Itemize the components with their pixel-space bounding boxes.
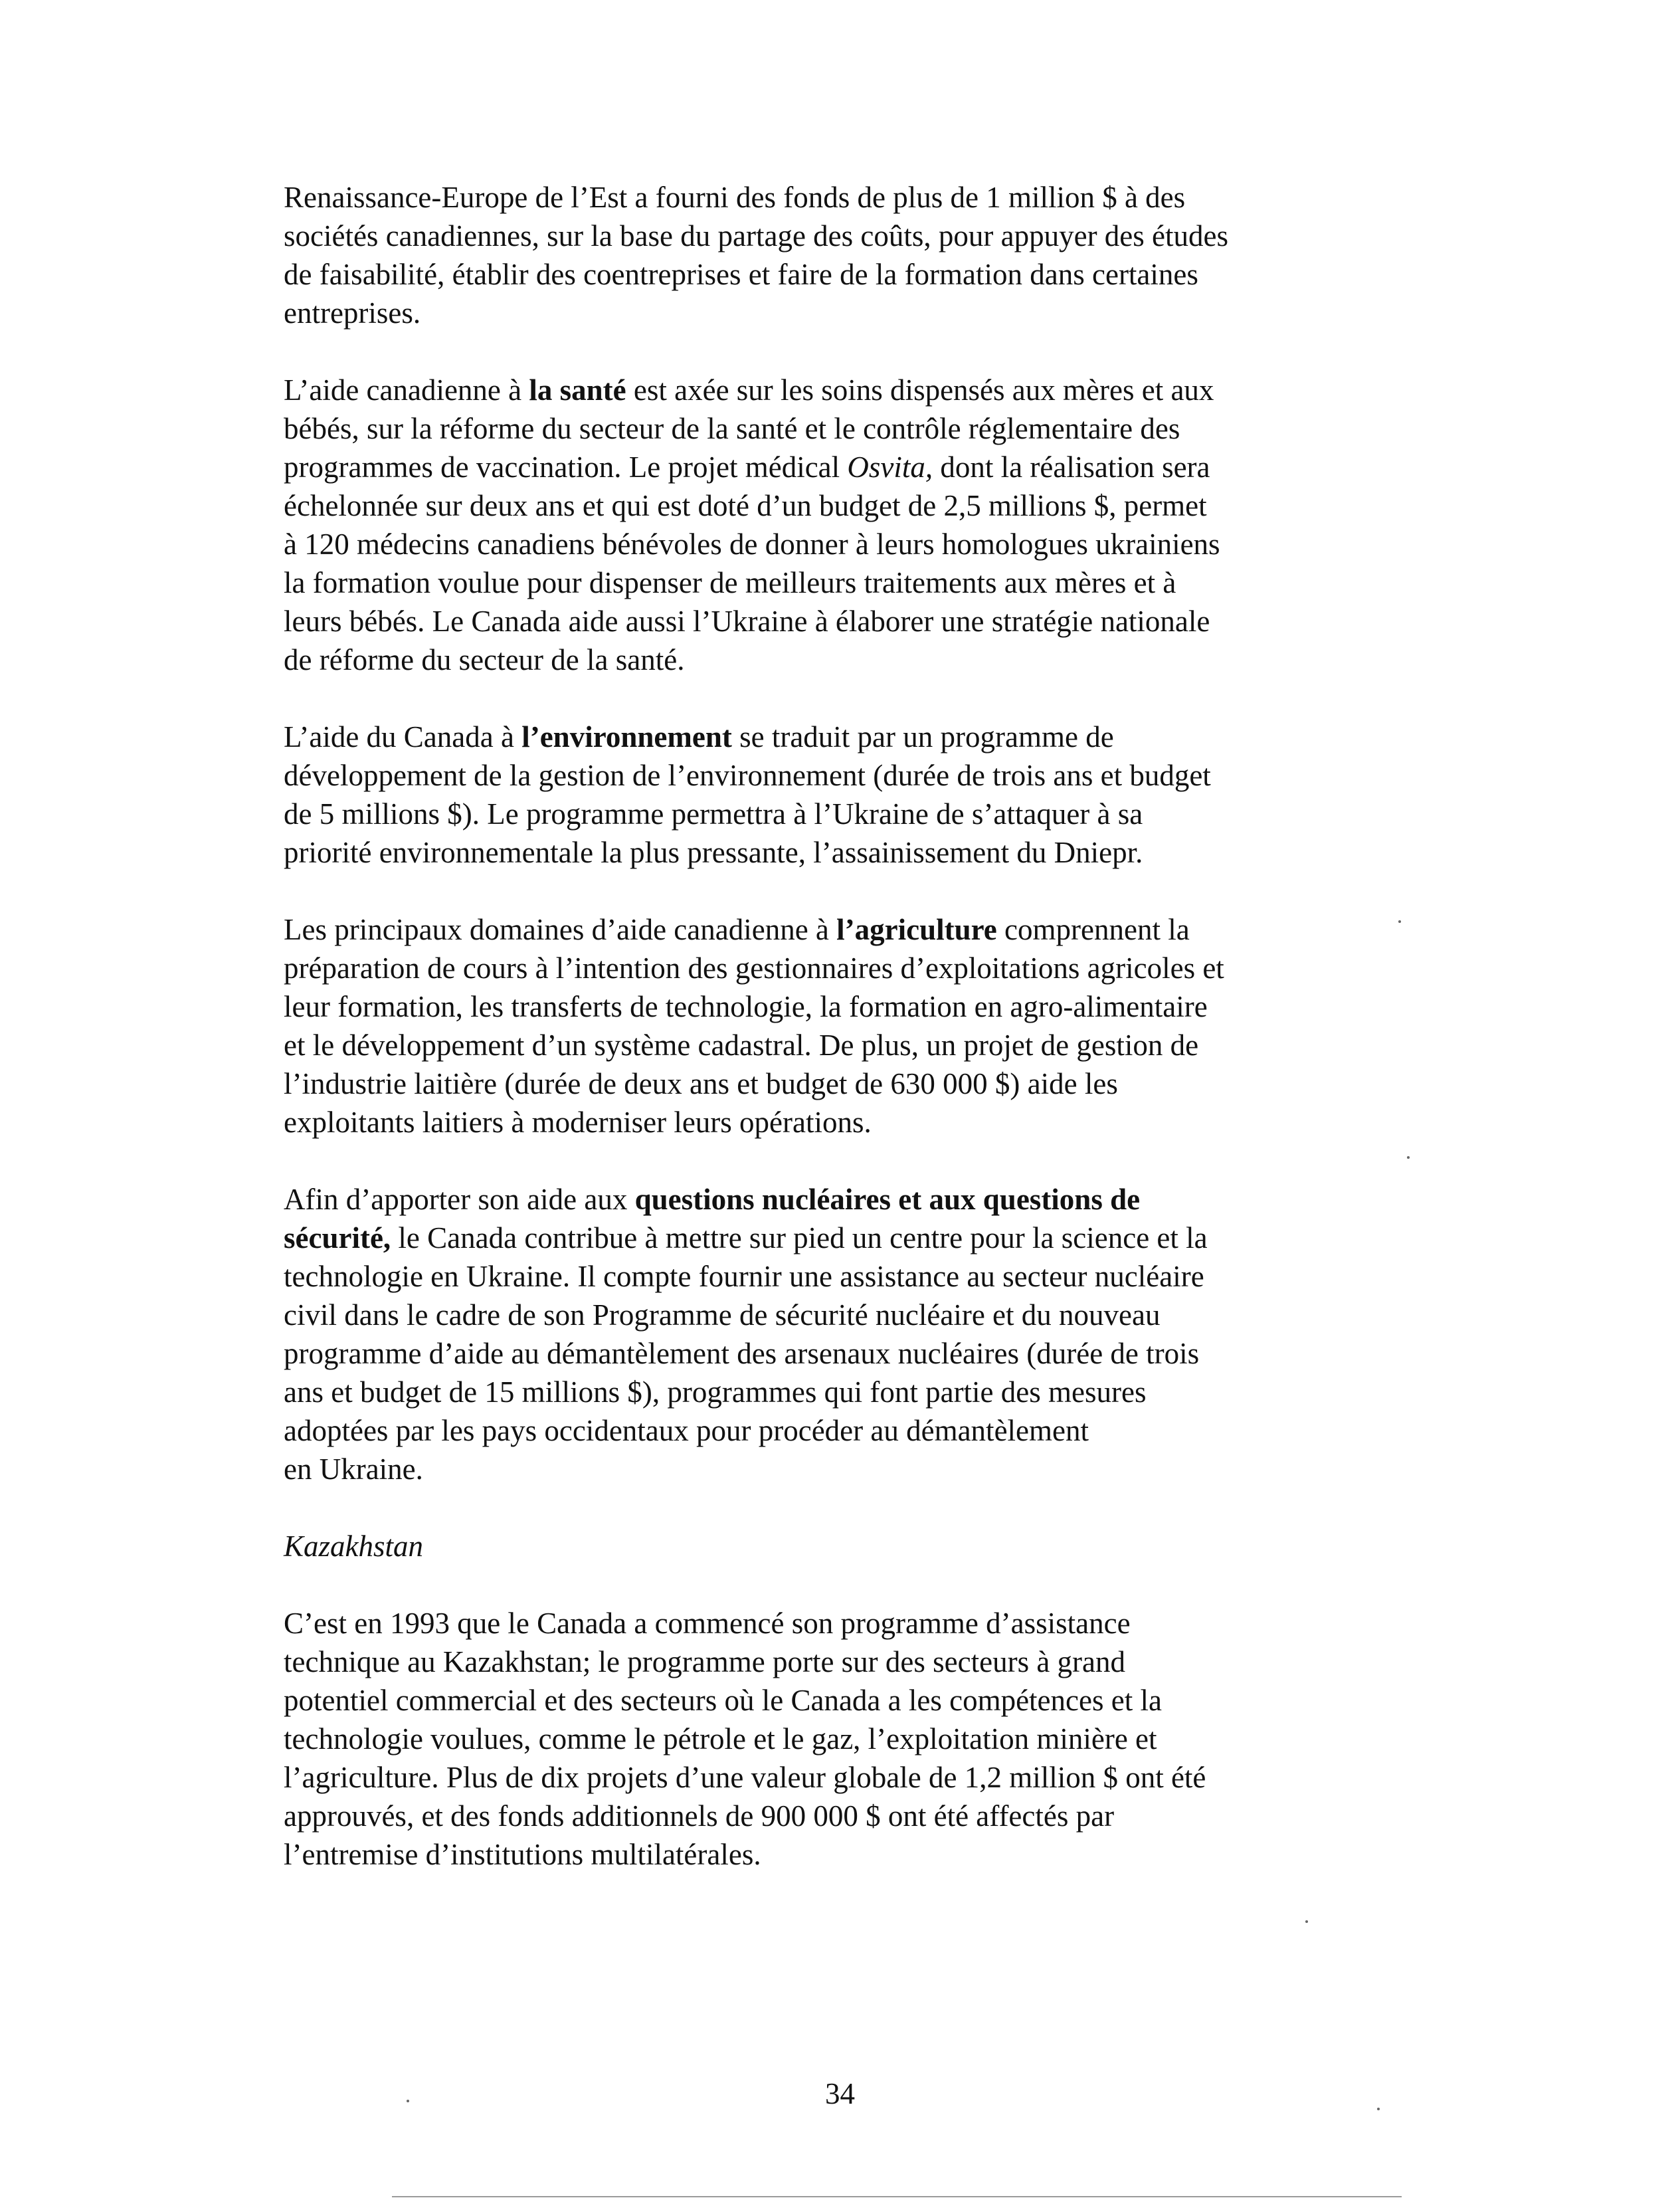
text-run: technologie en Ukraine. Il compte fournir une assistance au secteur nucléaire [284,1260,1204,1293]
paragraph-nuclear-security [284,1180,1426,1488]
text-run: l’entremise d’institutions multilatérales. [284,1838,761,1871]
scan-speck [1377,2108,1380,2110]
text-run: comprennent la [996,913,1190,946]
text-run: préparation de cours à l’intention des gestionnaires d’exploitations agricoles et [284,952,1224,985]
text-run: l’agriculture. Plus de dix projets d’une valeur globale de 1,2 million $ ont été [284,1761,1206,1794]
text-line [284,1373,1426,1411]
text-line [284,1758,1426,1797]
paragraph-health [284,371,1426,679]
text-line [284,1720,1426,1758]
text-run: Les principaux domaines d’aide canadienne à [284,913,837,946]
text-line [284,1296,1426,1334]
text-run: se traduit par un programme de [731,720,1114,753]
text-run: L’aide du Canada à [284,720,522,753]
scan-speck [1407,1156,1410,1159]
text-run: de réforme du secteur de la santé. [284,643,685,676]
text-run: potentiel commercial et des secteurs où le Canada a les compétences et la [284,1684,1162,1717]
text-line [284,486,1426,525]
body-text [284,178,1426,1912]
text-line [284,294,1426,332]
text-run: la formation voulue pour dispenser de meilleurs traitements aux mères et à [284,566,1176,599]
text-run: programmes de vaccination. Le projet médical [284,451,848,484]
scan-edge-line [392,2196,1402,2197]
paragraph [284,178,1426,332]
text-run: développement de la gestion de l’environnement (durée de trois ans et budget [284,759,1211,792]
bold-term: sécurité, [284,1221,391,1254]
text-run: technologie voulues, comme le pétrole et le gaz, l’exploitation minière et [284,1722,1157,1755]
text-run: en Ukraine. [284,1453,423,1486]
paragraph-agriculture [284,910,1426,1142]
text-line [284,987,1426,1026]
text-line [284,217,1426,255]
paragraph-group-kazakhstan [284,1604,1426,1874]
text-line [284,949,1426,987]
text-line [284,1835,1426,1874]
text-line [284,641,1426,679]
text-run: C’est en 1993 que le Canada a commencé son programme d’assistance [284,1607,1131,1640]
text-run: dont la réalisation sera [933,451,1210,484]
text-run: leur formation, les transferts de technologie, la formation en agro-alimentaire [284,990,1208,1023]
text-line [284,1257,1426,1296]
paragraph-kazakhstan [284,1604,1426,1874]
bold-term: l’environnement [521,720,732,753]
bold-term: questions nucléaires et aux questions de [634,1183,1141,1216]
paragraph-group-ukraine [284,178,1426,1488]
text-line [284,1411,1426,1450]
text-run: à 120 médecins canadiens bénévoles de donner à leurs homologues ukrainiens [284,528,1220,561]
text-line [284,371,1426,409]
scan-speck [1305,1920,1308,1923]
text-line [284,718,1426,756]
text-line [284,602,1426,641]
text-line [284,1064,1426,1103]
text-line [284,795,1426,833]
text-line [284,1219,1426,1257]
text-run: Renaissance-Europe de l’Est a fourni des fonds de plus de 1 million $ à des [284,181,1186,214]
text-run: entreprises. [284,296,421,330]
bold-term: la santé [529,373,626,407]
text-run: sociétés canadiennes, sur la base du partage des coûts, pour appuyer des études [284,219,1229,252]
text-run: échelonnée sur deux ans et qui est doté d’un budget de 2,5 millions $, permet [284,489,1207,522]
text-run: priorité environnementale la plus pressante, l’assainissement du Dniepr. [284,836,1143,869]
text-line [284,1334,1426,1373]
text-line [284,1643,1426,1681]
text-run: est axée sur les soins dispensés aux mères et aux [626,373,1214,407]
text-run: adoptées par les pays occidentaux pour procéder au démantèlement [284,1414,1089,1447]
text-line [284,525,1426,563]
text-run: L’aide canadienne à [284,373,529,407]
text-line [284,1180,1426,1219]
text-line [284,563,1426,602]
text-run: le Canada contribue à mettre sur pied un centre pour la science et la [391,1221,1208,1254]
text-line [284,1103,1426,1142]
text-run: l’industrie laitière (durée de deux ans et budget de 630 000 $) aide les [284,1067,1118,1100]
text-line [284,255,1426,294]
text-line [284,448,1426,486]
scan-speck [407,2100,409,2102]
bold-term: l’agriculture [836,913,997,946]
text-line [284,1797,1426,1835]
text-run: bébés, sur la réforme du secteur de la santé et le contrôle réglementaire des [284,412,1180,445]
text-run: Afin d’apporter son aide aux [284,1183,635,1216]
paragraph-environment [284,718,1426,872]
text-line [284,409,1426,448]
text-line [284,1450,1426,1488]
text-run: leurs bébés. Le Canada aide aussi l’Ukraine à élaborer une stratégie nationale [284,605,1210,638]
text-run: ans et budget de 15 millions $), programmes qui font partie des mesures [284,1375,1147,1409]
text-run: et le développement d’un système cadastral. De plus, un projet de gestion de [284,1029,1199,1062]
italic-term: Osvita, [847,451,933,484]
text-run: technique au Kazakhstan; le programme porte sur des secteurs à grand [284,1645,1126,1678]
text-run: exploitants laitiers à moderniser leurs opérations. [284,1106,872,1139]
text-run: de 5 millions $). Le programme permettra à l’Ukraine de s’attaquer à sa [284,797,1143,831]
text-run: programme d’aide au démantèlement des arsenaux nucléaires (durée de trois [284,1337,1200,1370]
text-line [284,178,1426,217]
text-line [284,1681,1426,1720]
section-heading: Kazakhstan [284,1530,424,1563]
text-line [284,910,1426,949]
text-line [284,756,1426,795]
text-run: civil dans le cadre de son Programme de sécurité nucléaire et du nouveau [284,1298,1161,1332]
page-number: 34 [825,2077,855,2110]
text-line [284,1026,1426,1064]
text-line [284,1604,1426,1643]
scan-speck [1398,920,1401,923]
text-run: approuvés, et des fonds additionnels de 900 000 $ ont été affectés par [284,1799,1115,1833]
text-line [284,833,1426,872]
text-run: de faisabilité, établir des coentreprises et faire de la formation dans certaines [284,258,1198,291]
